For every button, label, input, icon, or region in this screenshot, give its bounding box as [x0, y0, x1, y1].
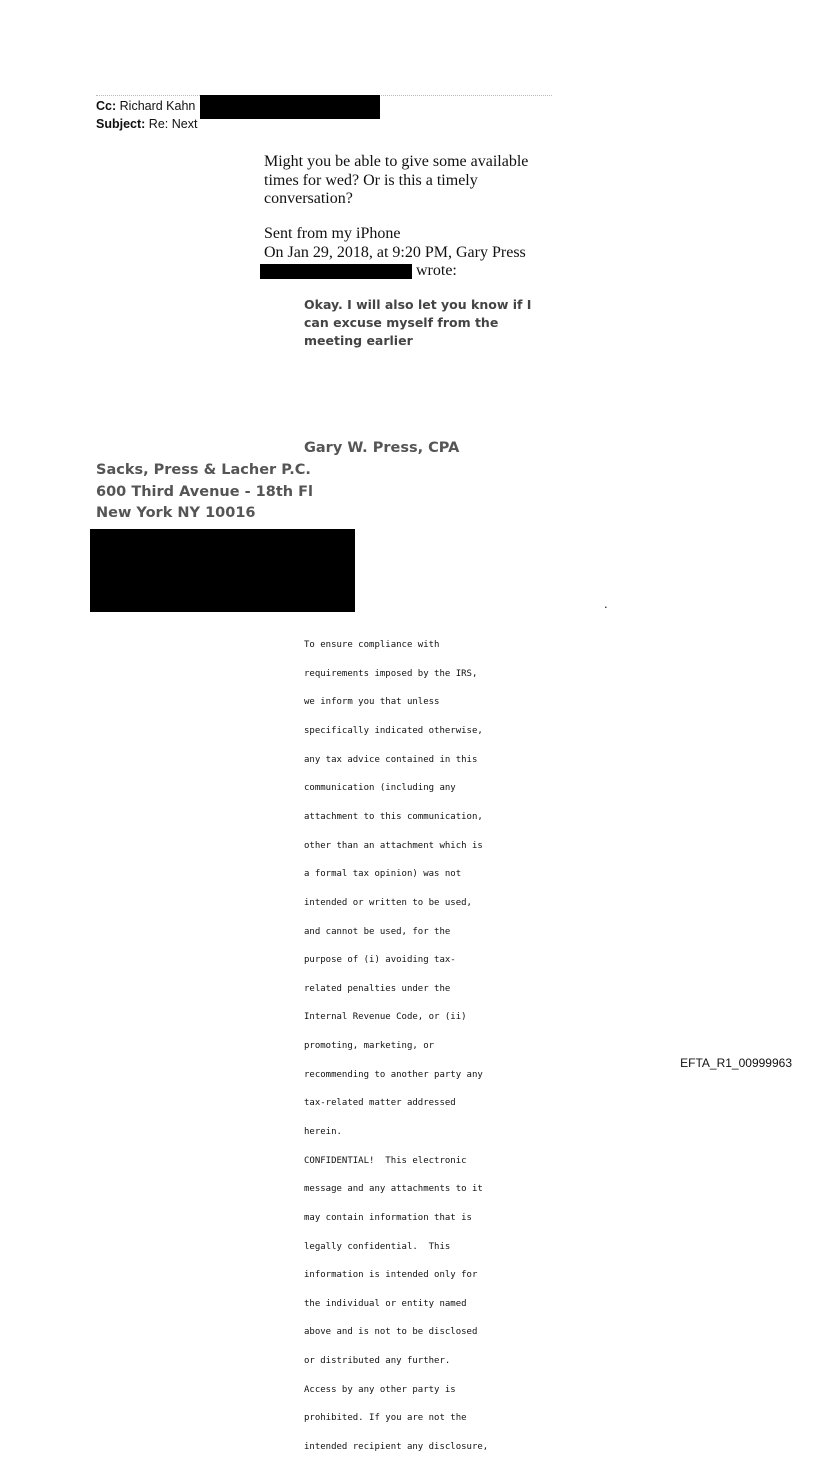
- disclaimer-line: the individual or entity named: [304, 1298, 467, 1309]
- quoted-line: Okay. I will also let you know if I: [304, 297, 532, 312]
- disclaimer-line: above and is not to be disclosed: [304, 1327, 478, 1338]
- disclaimer-line: To ensure compliance with: [304, 640, 440, 651]
- cc-line: [96, 97, 195, 115]
- disclaimer-line: herein.: [304, 1126, 342, 1137]
- disclaimer-line: purpose of (i) avoiding tax-: [304, 955, 456, 966]
- disclaimer-line: or distributed any further.: [304, 1356, 451, 1367]
- disclaimer-line: may contain information that is: [304, 1212, 472, 1223]
- disclaimer-line: tax-related matter addressed: [304, 1098, 456, 1109]
- subject-value: Re: Next: [148, 117, 198, 131]
- stray-dot: .: [604, 596, 608, 611]
- subject-line: [96, 115, 197, 133]
- disclaimer-line: Internal Revenue Code, or (ii): [304, 1012, 467, 1023]
- signature-name: Gary W. Press, CPA: [304, 440, 460, 456]
- disclaimer-line: requirements imposed by the IRS,: [304, 668, 478, 679]
- confidential-line: CONFIDENTIAL! This electronic: [304, 1155, 467, 1166]
- disclaimer-line: we inform you that unless: [304, 697, 440, 708]
- disclaimer-line: Access by any other party is: [304, 1384, 456, 1395]
- disclaimer-line: other than an attachment which is: [304, 840, 483, 851]
- disclaimer-line: and cannot be used, for the: [304, 926, 451, 937]
- disclaimer-line: any tax advice contained in this: [304, 754, 478, 765]
- disclaimer-line: message and any attachments to it: [304, 1184, 483, 1195]
- disclaimer-line: intended recipient any disclosure,: [304, 1442, 489, 1453]
- quoted-message: [304, 296, 531, 350]
- reply-meta: [264, 225, 526, 262]
- tax-disclaimer: [304, 622, 488, 1462]
- disclaimer-line: recommending to another party any: [304, 1069, 483, 1080]
- disclaimer-line: promoting, marketing, or: [304, 1041, 435, 1052]
- disclaimer-line: information is intended only for: [304, 1270, 478, 1281]
- signature-address-1: 600 Third Avenue - 18th Fl: [96, 483, 314, 500]
- disclaimer-line: legally confidential. This: [304, 1241, 451, 1252]
- sent-from-line: Sent from my iPhone: [264, 225, 401, 242]
- redaction-cc-email: [200, 95, 380, 119]
- disclaimer-line: a formal tax opinion) was not: [304, 869, 462, 880]
- disclaimer-line: specifically indicated otherwise,: [304, 726, 483, 737]
- quoted-line: can excuse myself from the: [304, 315, 499, 330]
- cc-value: Richard Kahn: [119, 99, 196, 113]
- signature-address-2: New York NY 10016: [96, 505, 256, 521]
- cc-label: Cc:: [96, 99, 117, 113]
- on-date-line: On Jan 29, 2018, at 9:20 PM, Gary Press: [264, 243, 526, 261]
- redaction-sender-email: [260, 264, 412, 279]
- document-id: EFTA_R1_00999963: [680, 1056, 792, 1070]
- subject-label: Subject:: [96, 117, 146, 131]
- disclaimer-line: prohibited. If you are not the: [304, 1413, 467, 1424]
- disclaimer-line: communication (including any: [304, 783, 456, 794]
- message-line: Might you be able to give some available: [264, 153, 529, 170]
- redaction-contact-block: [90, 529, 355, 612]
- disclaimer-line: attachment to this communication,: [304, 811, 483, 822]
- message-body: [264, 153, 528, 209]
- message-line: times for wed? Or is this a timely: [264, 171, 478, 189]
- disclaimer-line: intended or written to be used,: [304, 897, 472, 908]
- signature-firm: Sacks, Press & Lacher P.C.: [96, 462, 311, 478]
- message-line: conversation?: [264, 190, 353, 207]
- wrote-label: wrote:: [416, 262, 457, 279]
- quoted-line: meeting earlier: [304, 333, 413, 348]
- signature-block: [96, 460, 313, 525]
- disclaimer-line: related penalties under the: [304, 983, 451, 994]
